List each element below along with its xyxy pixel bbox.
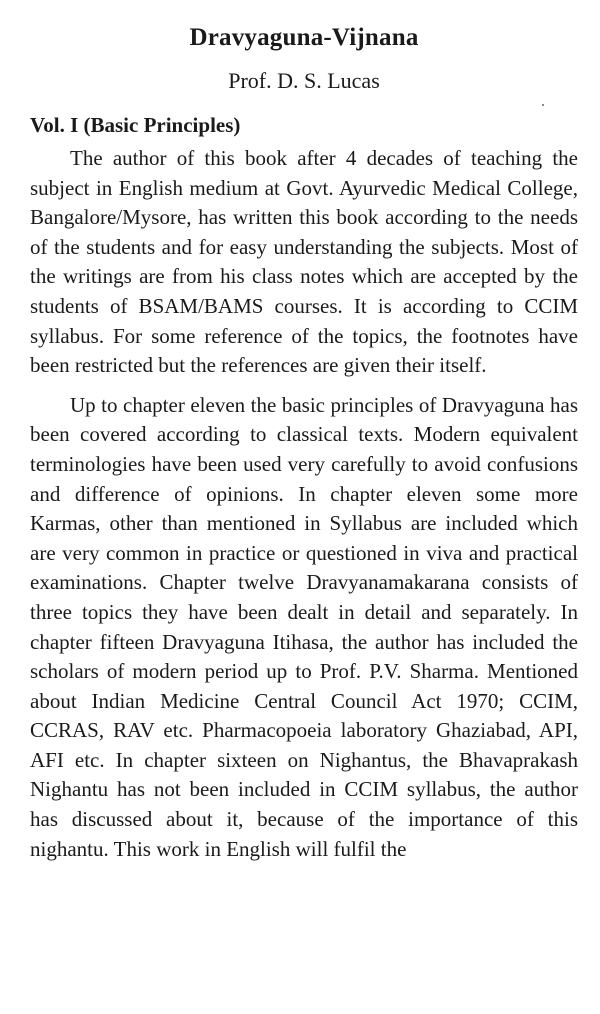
- scan-speck: [542, 104, 544, 106]
- document-page: [30, 22, 578, 864]
- author-name: Prof. D. S. Lucas: [228, 68, 380, 93]
- paragraph-2: Up to chapter eleven the basic principles of Dravyaguna has been covered according to classical texts. Modern equivalent terminologies have been used very carefully to avoid confusions and difference of opinions. In chapter eleven some more Karmas, other than mentioned in Syllabus are included which are very common in practice or questioned in viva and practical examinations. Chapter twelve Dravyanamakarana consists of three topics they have been dealt in detail and separately. In chapter fifteen Dravyaguna Itihasa, the author has included the scholars of modern period up to Prof. P.V. Sharma. Mentioned about Indian Medicine Central Council Act 1970; CCIM, CCRAS, RAV etc. Pharmacopoeia laboratory Ghaziabad, API, AFI etc. In chapter sixteen on Nighantus, the Bhavaprakash Nighantu has not been included in CCIM syllabus, the author has discussed about it, because of the importance of this nighantu. This work in English will fulfil the: [30, 392, 578, 861]
- paragraph-1: The author of this book after 4 decades of teaching the subject in English medium at Govt. Ayurvedic Medical College, Bangalore/Mysore, has written this book according to the needs of the students and for easy understanding the subjects. Most of the writings are from his class notes which are accepted by the students of BSAM/BAMS courses. It is according to CCIM syllabus. For some reference of the topics, the footnotes have been restricted but the references are given their itself.: [30, 146, 578, 378]
- volume-heading: Vol. I (Basic Principles): [30, 113, 241, 137]
- book-title: Dravyaguna-Vijnana: [189, 24, 419, 51]
